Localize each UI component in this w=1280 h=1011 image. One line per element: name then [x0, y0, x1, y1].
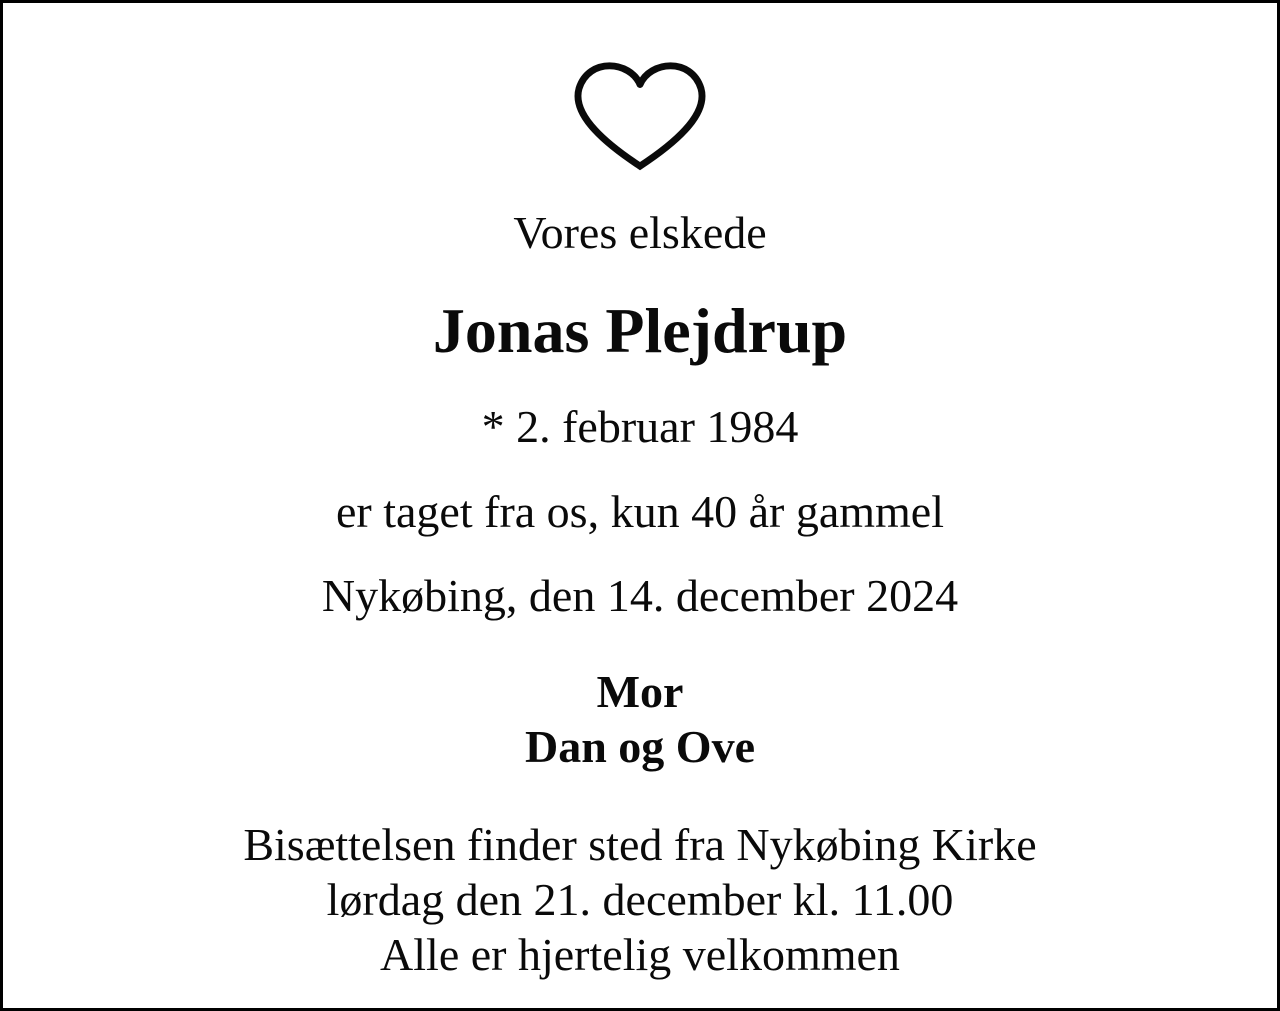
ceremony-line: Alle er hjertelig velkommen — [380, 928, 900, 980]
birth-date-line: * 2. februar 1984 — [481, 401, 799, 453]
intro-text: Vores elskede — [513, 207, 767, 258]
memorial-line: er taget fra os, kun 40 år gammel — [336, 485, 944, 537]
mourners-block — [525, 664, 755, 774]
ceremony-line: Bisættelsen finder sted fra Nykøbing Kirke — [243, 818, 1037, 870]
ceremony-block — [243, 817, 1036, 983]
deceased-name: Jonas Plejdrup — [432, 295, 848, 367]
mourner-line: Dan og Ove — [525, 721, 755, 773]
ceremony-line: lørdag den 21. december kl. 11.00 — [326, 873, 954, 925]
place-date-line: Nykøbing, den 14. december 2024 — [321, 569, 959, 621]
mourner-line: Mor — [596, 666, 684, 718]
heart-outline-icon — [570, 55, 710, 173]
